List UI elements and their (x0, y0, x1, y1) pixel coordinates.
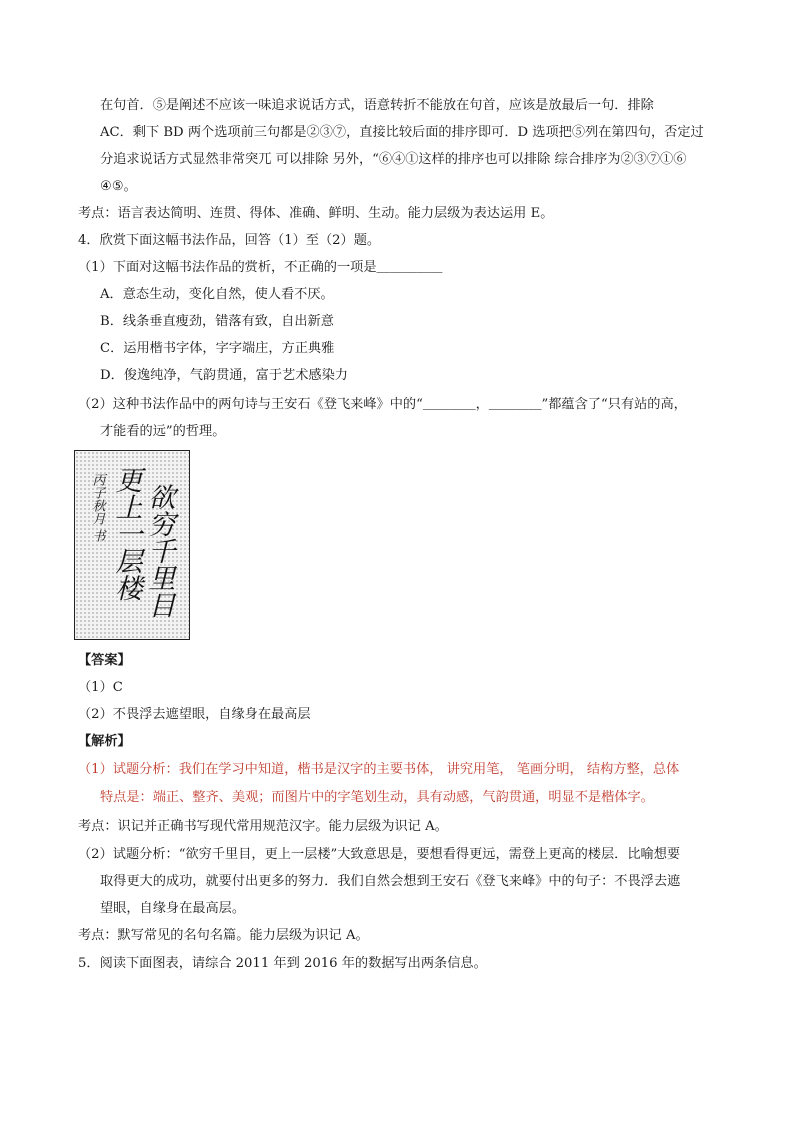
option-c: C．运用楷书字体，字字端庄，方正典雅 (100, 341, 335, 356)
text-line: ④⑤。 (100, 179, 137, 194)
calligraphy-col2: 更上一层楼 (110, 466, 142, 601)
sub-question-2: （2）这种书法作品中的两句诗与王安石《登飞来峰》中的“＿＿＿＿，＿＿＿＿”都蕴含了“只有站的高， (78, 397, 687, 412)
text-line: 分追求说话方式显然非常突兀 可以排除 另外，“⑥④①这样的排序也可以排除 综合排序为②③⑦①⑥ (100, 152, 687, 167)
analysis-heading: 【解析】 (78, 734, 131, 749)
calligraphy-image (74, 450, 190, 640)
answer-1: （1）C (78, 680, 123, 695)
option-d: D．俊逸纯净，气韵贯通，富于艺术感染力 (100, 368, 348, 383)
exam-point: 考点：默写常见的名句名篇。能力层级为识记 A。 (78, 928, 369, 943)
text-line: 在句首．⑤是阐述不应该一味追求说话方式，语意转折不能放在句首，应该是放最后一句．排除 (100, 98, 654, 113)
option-b: B．线条垂直瘦劲，错落有致，自出新意 (100, 314, 334, 329)
analysis-1-line: 特点是：端正、整齐、美观；而图片中的字笔划生动，具有动感，气韵贯通，明显不是楷体字。 (100, 790, 654, 805)
exam-point: 考点：识记并正确书写现代常用规范汉字。能力层级为识记 A。 (78, 819, 448, 834)
sub-question-2-cont: 才能看的远”的哲理。 (100, 424, 226, 439)
answer-heading: 【答案】 (78, 653, 131, 668)
question-4-title: 4．欣赏下面这幅书法作品，回答（1）至（2）题。 (78, 233, 381, 248)
calligraphy-col1: 欲穷千里目 (143, 483, 175, 618)
analysis-2-line: 取得更大的成功，就要付出更多的努力．我们自然会想到王安石《登飞来峰》中的句子：不畏浮去遮 (100, 874, 681, 889)
analysis-1-line: （1）试题分析：我们在学习中知道，楷书是汉字的主要书体， 讲究用笔， 笔画分明， 结构方整，总体 (78, 762, 680, 777)
text-line: AC．剩下 BD 两个选项前三句都是②③⑦，直接比较后面的排序即可．D 选项把⑤列在第四句，否定过 (100, 125, 704, 140)
sub-question-1: （1）下面对这幅书法作品的赏析，不正确的一项是＿＿＿＿＿ (78, 260, 443, 275)
question-5-title: 5．阅读下面图表，请综合 2011 年到 2016 年的数据写出两条信息。 (78, 956, 487, 971)
analysis-2-line: 望眼，自缘身在最高层。 (100, 901, 246, 916)
option-a: A．意态生动，变化自然，使人看不厌。 (100, 287, 334, 302)
exam-point: 考点：语言表达简明、连贯、得体、准确、鲜明、生动。能力层级为表达运用 E。 (78, 206, 554, 221)
calligraphy-inscription: 丙子秋月 书 (89, 473, 105, 543)
analysis-2-line: （2）试题分析：“欲穷千里目，更上一层楼”大致意思是，要想看得更远，需登上更高的楼层．比喻想要 (78, 847, 681, 862)
answer-2: （2）不畏浮去遮望眼，自缘身在最高层 (78, 707, 311, 722)
